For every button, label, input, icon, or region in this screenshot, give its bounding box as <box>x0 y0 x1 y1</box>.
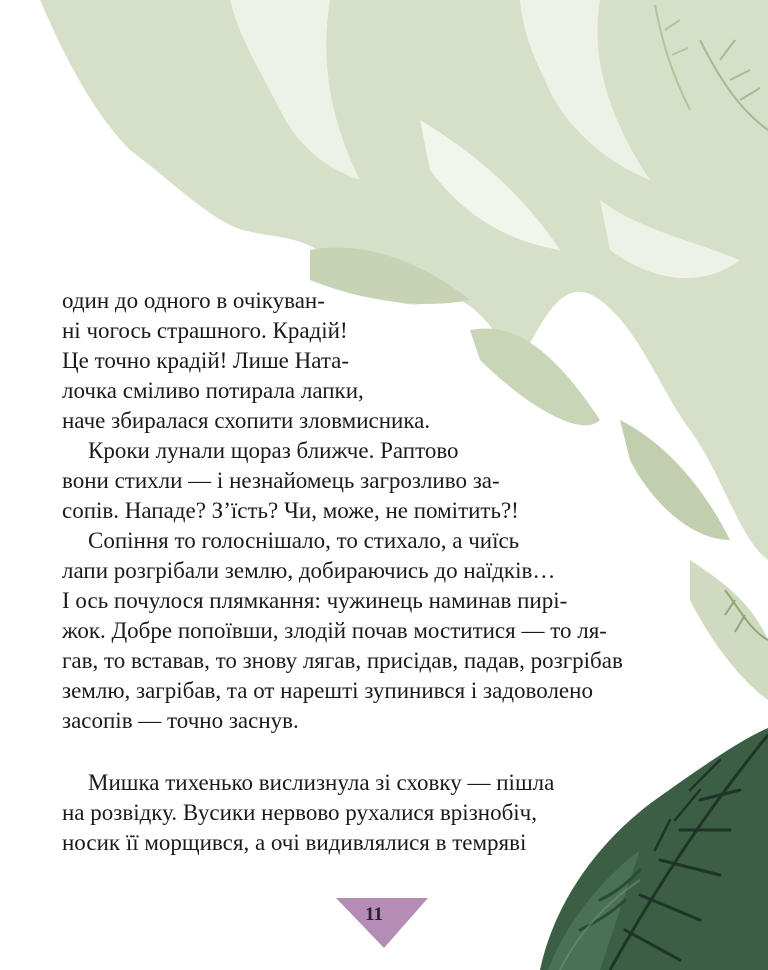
text-line: лочка сміливо потирала лапки, <box>62 378 364 403</box>
text-line: Це точно крадій! Лише Ната- <box>62 348 350 373</box>
text-line: засопів — точно заснув. <box>62 708 299 733</box>
text-line: носик її морщився, а очі видивлялися в темряві <box>62 830 527 855</box>
text-line: вони стихли — і незнайомець загрозливо за- <box>62 468 500 493</box>
text-line: І ось почулося плямкання: чужинець наминав пирі- <box>62 588 568 613</box>
text-line: один до одного в очікуван- <box>62 288 325 313</box>
body-text <box>62 286 623 858</box>
text-line: сопів. Нападе? З’їсть? Чи, може, не помітить?! <box>62 498 519 523</box>
text-line: землю, загрібав, та от нарешті зупинився і задоволено <box>62 678 593 703</box>
text-line: лапи розгрібали землю, добираючись до наїдків… <box>62 558 556 583</box>
paragraph-gap <box>62 736 562 768</box>
page-number: 11 <box>365 904 383 925</box>
text-line: гав, то вставав, то знову лягав, присідав, падав, розгрібав <box>62 648 623 673</box>
text-line: Сопіння то голоснішало, то стихало, а чиїсь <box>88 528 520 553</box>
text-line: Кроки лунали щораз ближче. Раптово <box>88 438 459 463</box>
monstera-leaf <box>540 728 768 970</box>
text-line: наче збиралася схопити зловмисника. <box>62 408 431 433</box>
text-line: Мишка тихенько вислизнула зі сховку — пішла <box>88 770 555 795</box>
text-line: на розвідку. Вусики нервово рухалися врізнобіч, <box>62 800 537 825</box>
text-line: ні чогось страшного. Крадій! <box>62 318 348 343</box>
text-line: жок. Добре попоївши, злодій почав моститися — то ля- <box>62 618 607 643</box>
